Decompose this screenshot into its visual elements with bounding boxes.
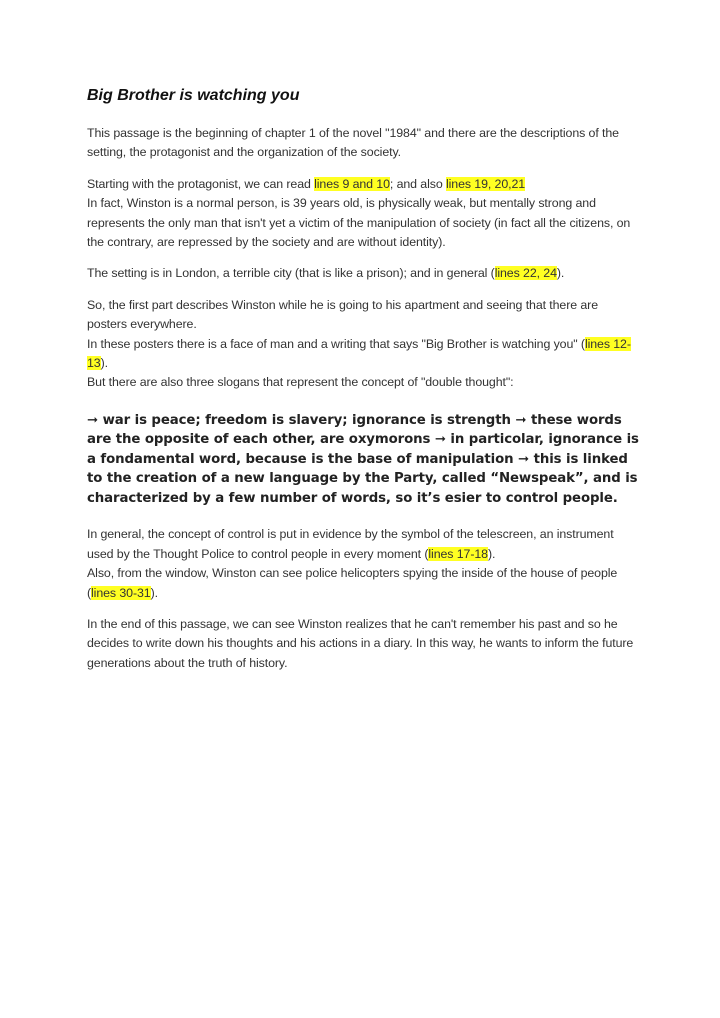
highlight-lines-30-31: lines 30-31 (91, 585, 151, 600)
control-paragraph (87, 525, 639, 603)
text-span: ). (556, 266, 565, 281)
intro-paragraph: This passage is the beginning of chapter 1 of the novel "1984" and there are the descriptions of the setting, the protagonist and the organization of the society. (87, 126, 619, 160)
text-span: Also, from the window, Winston can see police helicopters spying the inside of the house of people ( (87, 566, 618, 600)
document-title: Big Brother is watching you (87, 87, 300, 104)
protagonist-paragraph (87, 175, 639, 253)
text-span: But there are also three slogans that represent the concept of "double thought": (87, 375, 514, 390)
text-span: In these posters there is a face of man and a writing that says "Big Brother is watching you" ( (87, 336, 585, 351)
document-body (87, 86, 639, 685)
highlight-lines-17-18: lines 17-18 (428, 546, 488, 561)
highlight-lines-9-10: lines 9 and 10 (314, 176, 390, 191)
text-span: ). (487, 546, 496, 561)
text-span: In general, the concept of control is put in evidence by the symbol of the telescreen, an instrument used by the Thought Police to control people in every moment ( (87, 527, 614, 561)
text-span: ). (100, 356, 108, 371)
text-span: ; and also (389, 176, 446, 191)
text-span: Starting with the protagonist, we can read (87, 176, 315, 191)
highlight-lines-12-13: lines 12-13 (87, 336, 631, 371)
highlight-lines-19-21: lines 19, 20,21 (445, 176, 526, 191)
conclusion-paragraph: In the end of this passage, we can see Winston realizes that he can't remember his past and so he decides to write down his thoughts and his actions in a diary. In this way, he wants to inform the future generations about the truth of history. (87, 617, 634, 670)
text-span: In fact, Winston is a normal person, is 39 years old, is physically weak, but mentally strong and represents the only man that isn't yet a victim of the manipulation of society (in fact all the citizens, on the contrary, are repressed by the society and are without identity). (87, 196, 631, 250)
slogans-bold-block: ➞ war is peace; freedom is slavery; ignorance is strength ➞ these words are the opposite of each other, are oxymorons ➞ in particolar, ignorance is a fondamental word, because is the base of manipulation ➞ this is linked to the creation of a new language by the Party, called “Newspeak”, and is characterized by a few number of words, so it’s esier to control people. (87, 412, 639, 506)
text-span: So, the first part describes Winston while he is going to his apartment and seeing that there are posters everywhere. (87, 297, 598, 332)
text-span: The setting is in London, a terrible city (that is like a prison); and in general ( (87, 266, 495, 281)
highlight-lines-22-24: lines 22, 24 (494, 266, 557, 281)
posters-paragraph (87, 296, 639, 393)
text-span: ). (150, 585, 158, 600)
setting-paragraph (87, 264, 639, 283)
